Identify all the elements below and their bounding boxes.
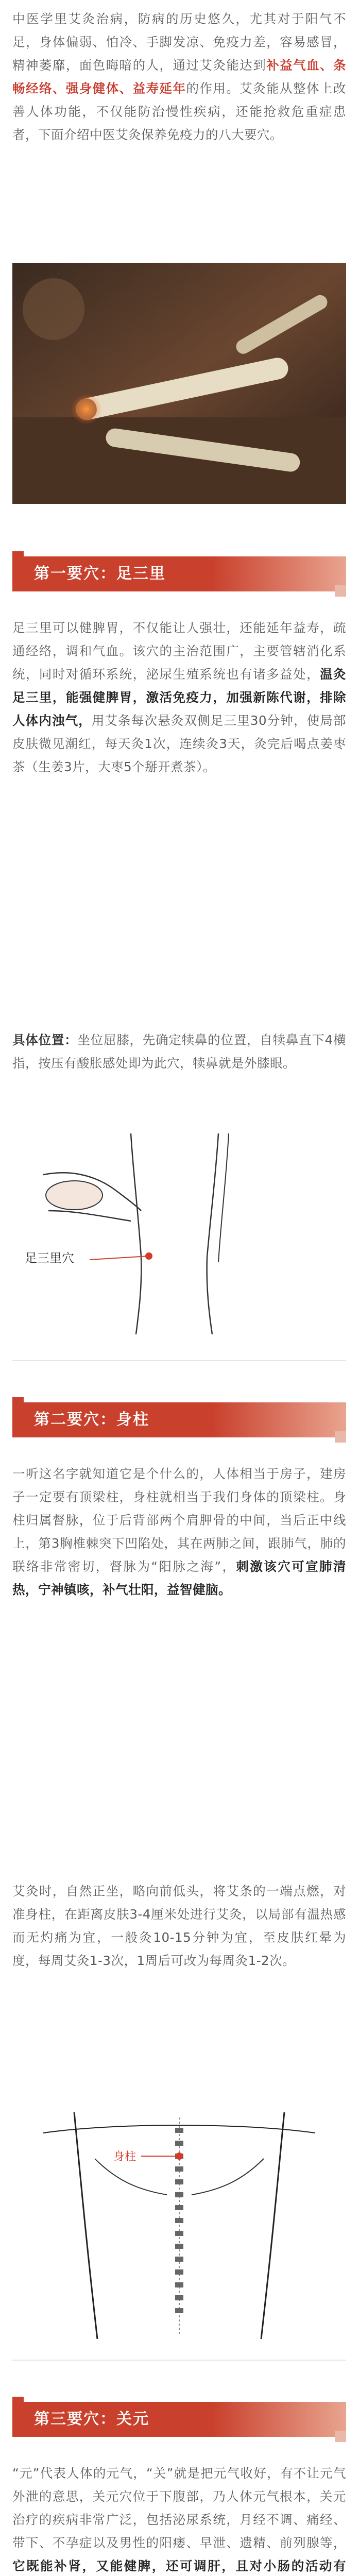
- shenzhu-highlight: 刺激该穴可宣肺清热，宁神镇咳，补气壮阳，益智健脑。: [12, 1559, 346, 1597]
- section-title: 第一要穴：足三里: [34, 565, 166, 583]
- moxibustion-photo: [12, 263, 346, 504]
- shenzhu-paragraph: 一听这名字就知道它是个什么的，人体相当于房子，建房子一定要有顶梁柱，身柱就相当于我们身体的顶梁柱。身柱归属督脉，位于后背部两个肩胛骨的中间，当后正中线上，第3胸椎棘突下凹陷处，其在两肺之间，跟肺气，肺的联络非常密切，督脉为“阳脉之海”，刺激该穴可宣肺清热，宁神镇咳，补气壮阳，益智健脑。: [12, 1466, 346, 1597]
- shenzhu-spine-diagram: [12, 2112, 346, 2339]
- heading-corner-decoration: [12, 1397, 24, 1409]
- section-divider: [12, 2360, 346, 2361]
- zusanli-highlight: 温灸足三里，能强健脾胃，激活免疫力，加强新陈代谢，排除人体内浊气，: [12, 667, 347, 728]
- heading-corner-decoration: [335, 1431, 346, 1443]
- zusanli-diagram: [12, 1133, 346, 1334]
- zusanli-location: 具体位置：坐位屈膝，先确定犊鼻的位置，自犊鼻直下4横指，按压有酸胀感处即为此穴，犊鼻就是外膝眼。: [12, 1032, 347, 1071]
- intro-paragraph: 中医学里艾灸治病，防病的历史悠久，尤其对于阳气不足，身体偏弱、怕冷、手脚发凉、免疫力差，容易感冒，精神萎靡，面色晦暗的人，通过艾灸能达到补益气血、条畅经络、强身健体、益寿延年的作用。艾灸能从整体上改善人体功能，不仅能防治慢性疾病，还能抢救危重症患者，下面介绍中医艾灸保养免疫力的八大要穴。: [12, 11, 347, 142]
- section-title: 第二要穴：身柱: [34, 1411, 149, 1429]
- shenzhu-diagram-label: 身柱: [113, 2150, 136, 2163]
- guanyuan-highlight: 它既能补肾，又能健脾，还可调肝，且对小肠的活动有: [12, 2558, 346, 2573]
- section-heading-shenzhu: [0, 1391, 359, 1448]
- shenzhu-moxibustion-method: 艾灸时，自然正坐，略向前低头，将艾条的一端点燃，对准身柱，在距离皮肤3-4厘米处进行艾灸，以局部有温热感而无灼痛为宜，一般灸10-15分钟为宜，至皮肤红晕为度，每周艾灸1-3次，1周后可改为每周灸1-2次。: [12, 1884, 346, 1968]
- section-divider: [12, 1360, 346, 1361]
- section-heading-zusanli: [0, 545, 359, 602]
- heading-corner-decoration: [335, 585, 346, 597]
- heading-corner-decoration: [12, 551, 24, 563]
- zusanli-paragraph: 足三里可以健脾胃，不仅能让人强壮，还能延年益寿，疏通经络，调和气血。该穴的主治范围广，主要管辖消化系统，同时对循环系统，泌尿生殖系统也有诸多益处，温灸足三里，能强健脾胃，激活免疫力，加强新陈代谢，排除人体内浊气，用艾条每次悬灸双侧足三里30分钟，使局部皮肤微见潮红，每天灸1次，连续灸3天，灸完后喝点姜枣茶（生姜3片，大枣5个掰开煮茶）。: [12, 620, 347, 774]
- zusanli-diagram-label: 足三里穴: [25, 1251, 74, 1265]
- heading-corner-decoration: [335, 2431, 346, 2442]
- section-title: 第三要穴：关元: [34, 2410, 149, 2428]
- heading-corner-decoration: [12, 2397, 24, 2408]
- section-heading-guanyuan: [0, 2391, 359, 2447]
- intro-highlight: 补益气血、条畅经络、强身健体、益寿延年: [12, 58, 347, 96]
- guanyuan-paragraph: “元”代表人体的元气，“关”就是把元气收好，有不让元气外泄的意思，关元穴位于下腹部，乃人体元气根本，关元治疗的疾病非常广泛，包括泌尿系统，月经不调、痛经、带下、不孕症以及男性的阳痿、早泄、遗精、前列腺等，它既能补肾，又能健脾，还可调肝，且对小肠的活动有: [12, 2462, 346, 2576]
